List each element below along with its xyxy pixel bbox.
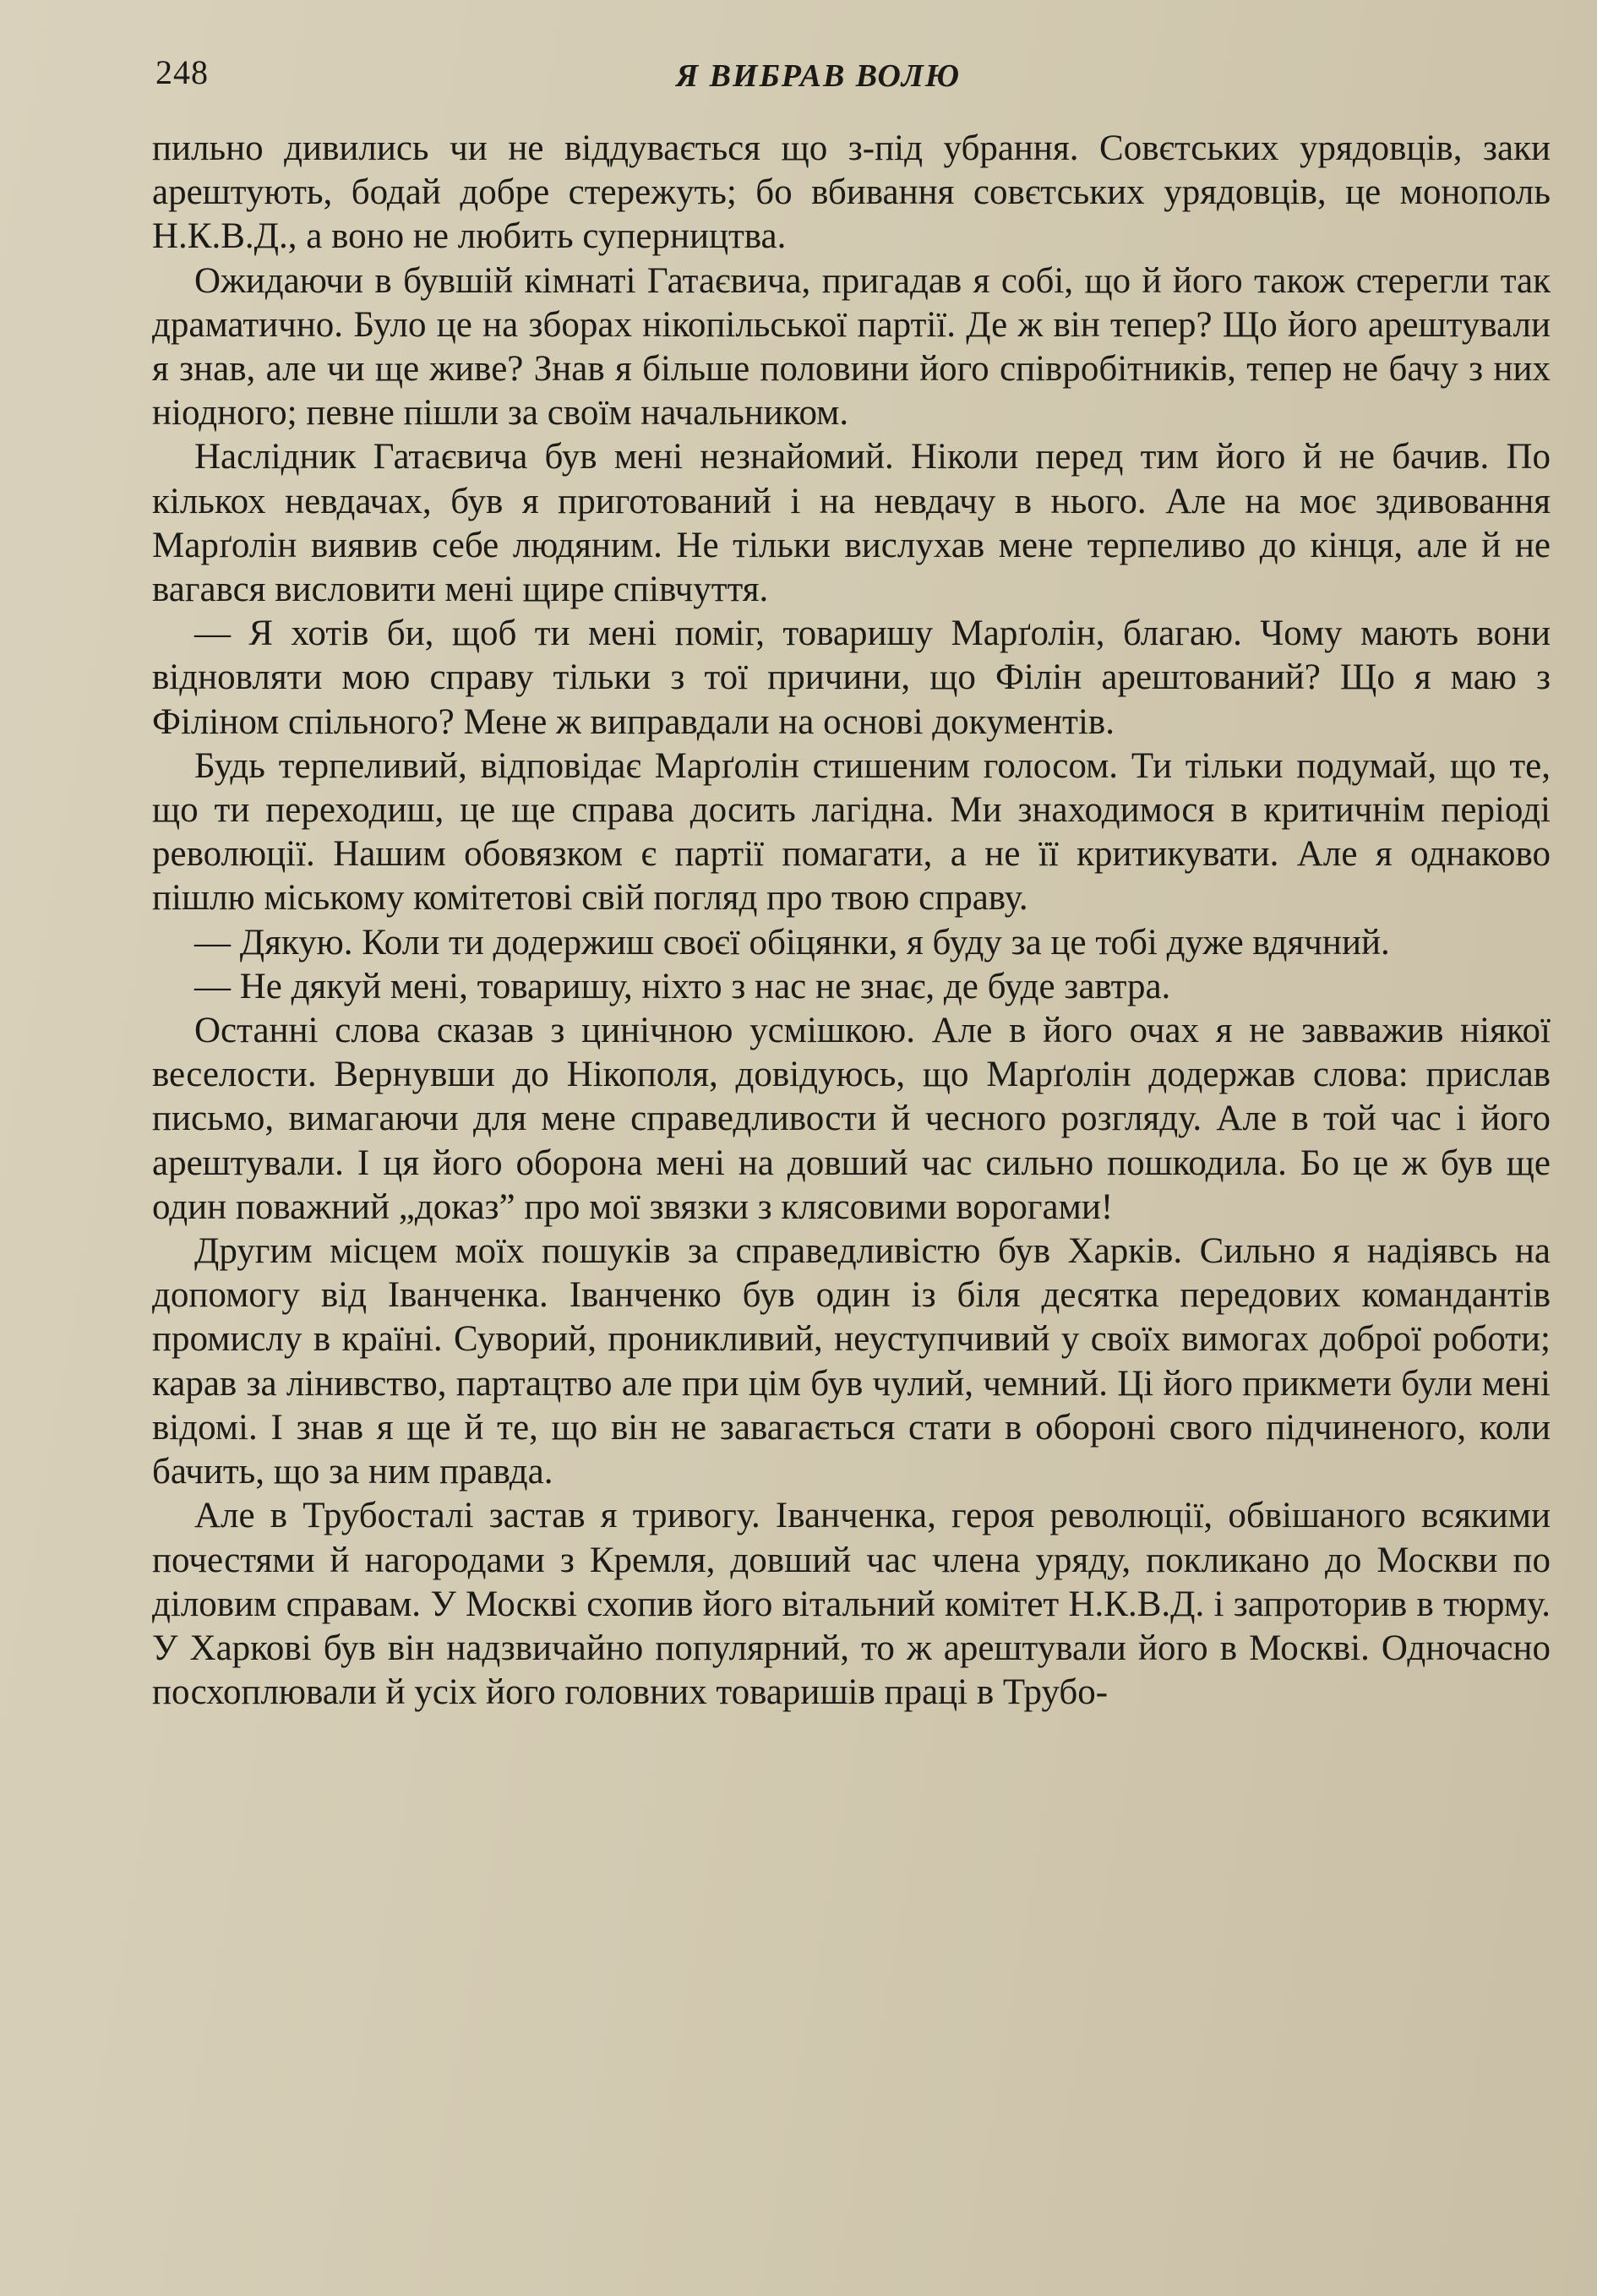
paragraph: — Дякую. Коли ти додержиш своєї обіцянки, я буду за це тобі дуже вдячний. [194, 922, 1390, 963]
running-title: Я ВИБРАВ ВОЛЮ [676, 58, 962, 94]
paragraph: — Не дякуй мені, товаришу, ніхто з нас не знає, де буде завтра. [194, 966, 1171, 1006]
paragraph: — Я хотів би, щоб ти мені поміг, товаришу Марґолін, благаю. Чому мають вони відновляти мою справу тільки з тої причини, що Філін арештований? Що я маю з Філіном спільного? Мене ж виправдали на основі документів. [152, 614, 1551, 742]
page-number: 248 [155, 53, 209, 91]
paragraph: Будь терпеливий, відповідає Марґолін стишеним голосом. Ти тільки подумай, що те, що ти переходиш, це ще справа досить лагідна. Ми знаходимося в критичнім періоді революції. Нашим обовязком є партії помагати, а не її критикувати. Але я однаково пішлю міському комітетові свій погляд про твою справу. [152, 745, 1551, 919]
paragraph: Наслідник Гатаєвича був мені незнайомий. Ніколи перед тим його й не бачив. По кількох невдачах, був я приготований і на невдачу в нього. Але на моє здивовання Марґолін виявив себе людяним. Не тільки вислухав мене терпеливо до кінця, але й не вагався висловити мені щире співчуття. [152, 437, 1551, 610]
paragraph: Другим місцем моїх пошуків за справедливістю був Харків. Сильно я надіявсь на допомогу від Іванченка. Іванченко був один із біля десятка передових командантів промислу в країні. Суворий, проникливий, неуступчивий у своїх вимогах доброї роботи; карав за лінивство, партацтво але при цім був чулий, чемний. Ці його прикмети були мені відомі. І знав я ще й те, що він не завагається стати в обороні свого підчиненого, коли бачить, що за ним правда. [152, 1231, 1551, 1492]
paragraph: Ожидаючи в бувшій кімнаті Гатаєвича, пригадав я собі, що й його також стерегли так драматично. Було це на зборах нікопільської партії. Де ж він тепер? Що його арештували я знав, але чи ще живе? Знав я більше половини його співробітників, тепер не бачу з них ніодного; певне пішли за своїм начальником. [152, 260, 1551, 434]
page-header [152, 52, 1546, 112]
body-text [152, 127, 1551, 1715]
paragraph: Останні слова сказав з цинічною усмішкою. Але в його очах я не завважив ніякої веселости. Вернувши до Нікополя, довідуюсь, що Марґолін додержав слова: прислав письмо, вимагаючи для мене справедливости й чесного розгляду. Але в той час і його арештували. І ця його оборона мені на довший час сильно пошкодила. Бо це ж був ще один поважний „доказ” про мої звязки з клясовими ворогами! [152, 1011, 1551, 1227]
paragraph: пильно дивились чи не віддувається що з-під убрання. Совєтських урядовців, заки арештують, бодай добре стережуть; бо вбивання совєтських урядовців, це монополь Н.К.В.Д., а воно не любить суперництва. [152, 128, 1551, 257]
paragraph: Але в Трубосталі застав я тривогу. Іванченка, героя революції, обвішаного всякими почестями й нагородами з Кремля, довший час члена уряду, покликано до Москви по діловим справам. У Москві схопив його вітальний комітет Н.К.В.Д. і запроторив в тюрму. У Харкові був він надзвичайно популярний, то ж арештували його в Москві. Одночасно посхоплювали й усіх його головних товаришів праці в Трубо- [152, 1496, 1551, 1713]
